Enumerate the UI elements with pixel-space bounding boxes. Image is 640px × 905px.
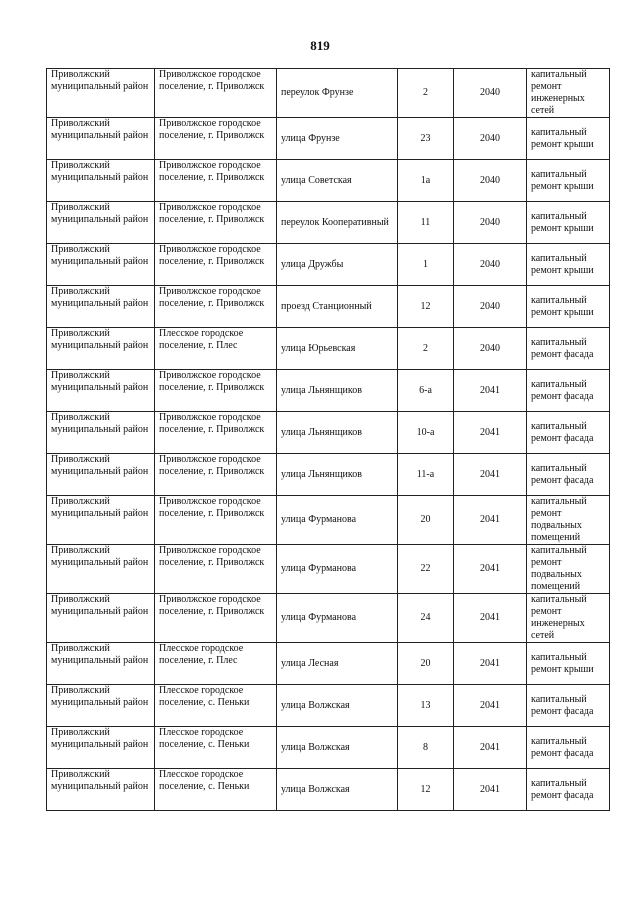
work-type-cell: капитальный ремонт фасада xyxy=(527,370,610,412)
table-row xyxy=(47,496,610,545)
settlement-cell: Приволжское городское поселение, г. Приволжск xyxy=(155,412,277,454)
house-number-cell: 11-а xyxy=(398,454,454,496)
house-number-cell: 13 xyxy=(398,685,454,727)
district-cell: Приволжский муниципальный район xyxy=(47,545,155,594)
work-type-cell: капитальный ремонт подвальных помещений xyxy=(527,496,610,545)
settlement-cell: Приволжское городское поселение, г. Приволжск xyxy=(155,286,277,328)
street-cell: улица Фурманова xyxy=(277,545,398,594)
table-row xyxy=(47,685,610,727)
street-cell: улица Льнянщиков xyxy=(277,454,398,496)
house-number-cell: 1а xyxy=(398,160,454,202)
settlement-cell: Приволжское городское поселение, г. Приволжск xyxy=(155,69,277,118)
street-cell: улица Льнянщиков xyxy=(277,412,398,454)
table-row xyxy=(47,286,610,328)
year-cell: 2040 xyxy=(454,118,527,160)
settlement-cell: Приволжское городское поселение, г. Приволжск xyxy=(155,496,277,545)
work-type-cell: капитальный ремонт фасада xyxy=(527,328,610,370)
table-row xyxy=(47,643,610,685)
district-cell: Приволжский муниципальный район xyxy=(47,370,155,412)
year-cell: 2041 xyxy=(454,769,527,811)
table-row xyxy=(47,244,610,286)
work-type-cell: капитальный ремонт крыши xyxy=(527,160,610,202)
settlement-cell: Приволжское городское поселение, г. Приволжск xyxy=(155,370,277,412)
year-cell: 2041 xyxy=(454,370,527,412)
house-number-cell: 22 xyxy=(398,545,454,594)
house-number-cell: 20 xyxy=(398,496,454,545)
table-row xyxy=(47,202,610,244)
year-cell: 2040 xyxy=(454,69,527,118)
house-number-cell: 2 xyxy=(398,69,454,118)
year-cell: 2041 xyxy=(454,727,527,769)
settlement-cell: Приволжское городское поселение, г. Приволжск xyxy=(155,454,277,496)
work-type-cell: капитальный ремонт крыши xyxy=(527,643,610,685)
year-cell: 2041 xyxy=(454,496,527,545)
settlement-cell: Плесское городское поселение, г. Плес xyxy=(155,328,277,370)
table-row xyxy=(47,118,610,160)
table-row xyxy=(47,769,610,811)
district-cell: Приволжский муниципальный район xyxy=(47,160,155,202)
work-type-cell: капитальный ремонт фасада xyxy=(527,412,610,454)
table-row xyxy=(47,69,610,118)
district-cell: Приволжский муниципальный район xyxy=(47,286,155,328)
street-cell: переулок Кооперативный xyxy=(277,202,398,244)
street-cell: переулок Фрунзе xyxy=(277,69,398,118)
year-cell: 2041 xyxy=(454,594,527,643)
work-type-cell: капитальный ремонт инженерных сетей xyxy=(527,594,610,643)
year-cell: 2041 xyxy=(454,685,527,727)
district-cell: Приволжский муниципальный район xyxy=(47,454,155,496)
district-cell: Приволжский муниципальный район xyxy=(47,496,155,545)
house-number-cell: 10-а xyxy=(398,412,454,454)
settlement-cell: Приволжское городское поселение, г. Приволжск xyxy=(155,160,277,202)
table-row xyxy=(47,727,610,769)
settlement-cell: Приволжское городское поселение, г. Приволжск xyxy=(155,594,277,643)
street-cell: улица Юрьевская xyxy=(277,328,398,370)
house-number-cell: 12 xyxy=(398,769,454,811)
district-cell: Приволжский муниципальный район xyxy=(47,594,155,643)
street-cell: улица Советская xyxy=(277,160,398,202)
district-cell: Приволжский муниципальный район xyxy=(47,412,155,454)
year-cell: 2040 xyxy=(454,202,527,244)
year-cell: 2041 xyxy=(454,454,527,496)
settlement-cell: Плесское городское поселение, с. Пеньки xyxy=(155,727,277,769)
work-type-cell: капитальный ремонт фасада xyxy=(527,685,610,727)
settlement-cell: Приволжское городское поселение, г. Приволжск xyxy=(155,202,277,244)
table-row xyxy=(47,545,610,594)
repair-schedule-table xyxy=(46,68,610,811)
table-row xyxy=(47,370,610,412)
table-row xyxy=(47,328,610,370)
settlement-cell: Плесское городское поселение, с. Пеньки xyxy=(155,769,277,811)
settlement-cell: Приволжское городское поселение, г. Приволжск xyxy=(155,545,277,594)
house-number-cell: 23 xyxy=(398,118,454,160)
house-number-cell: 11 xyxy=(398,202,454,244)
street-cell: проезд Станционный xyxy=(277,286,398,328)
district-cell: Приволжский муниципальный район xyxy=(47,244,155,286)
district-cell: Приволжский муниципальный район xyxy=(47,643,155,685)
work-type-cell: капитальный ремонт фасада xyxy=(527,727,610,769)
table-row xyxy=(47,454,610,496)
settlement-cell: Приволжское городское поселение, г. Приволжск xyxy=(155,118,277,160)
house-number-cell: 8 xyxy=(398,727,454,769)
work-type-cell: капитальный ремонт крыши xyxy=(527,118,610,160)
year-cell: 2041 xyxy=(454,545,527,594)
street-cell: улица Фурманова xyxy=(277,594,398,643)
street-cell: улица Фрунзе xyxy=(277,118,398,160)
settlement-cell: Плесское городское поселение, с. Пеньки xyxy=(155,685,277,727)
year-cell: 2040 xyxy=(454,286,527,328)
year-cell: 2040 xyxy=(454,244,527,286)
table-row xyxy=(47,412,610,454)
street-cell: улица Лесная xyxy=(277,643,398,685)
street-cell: улица Льнянщиков xyxy=(277,370,398,412)
work-type-cell: капитальный ремонт инженерных сетей xyxy=(527,69,610,118)
district-cell: Приволжский муниципальный район xyxy=(47,328,155,370)
street-cell: улица Волжская xyxy=(277,685,398,727)
district-cell: Приволжский муниципальный район xyxy=(47,118,155,160)
house-number-cell: 2 xyxy=(398,328,454,370)
street-cell: улица Волжская xyxy=(277,727,398,769)
year-cell: 2041 xyxy=(454,412,527,454)
work-type-cell: капитальный ремонт подвальных помещений xyxy=(527,545,610,594)
page-number: 819 xyxy=(310,38,330,53)
district-cell: Приволжский муниципальный район xyxy=(47,727,155,769)
house-number-cell: 12 xyxy=(398,286,454,328)
district-cell: Приволжский муниципальный район xyxy=(47,685,155,727)
street-cell: улица Дружбы xyxy=(277,244,398,286)
street-cell: улица Волжская xyxy=(277,769,398,811)
house-number-cell: 6-а xyxy=(398,370,454,412)
work-type-cell: капитальный ремонт крыши xyxy=(527,244,610,286)
work-type-cell: капитальный ремонт крыши xyxy=(527,202,610,244)
work-type-cell: капитальный ремонт фасада xyxy=(527,769,610,811)
district-cell: Приволжский муниципальный район xyxy=(47,202,155,244)
district-cell: Приволжский муниципальный район xyxy=(47,69,155,118)
street-cell: улица Фурманова xyxy=(277,496,398,545)
work-type-cell: капитальный ремонт фасада xyxy=(527,454,610,496)
table-row xyxy=(47,594,610,643)
table-row xyxy=(47,160,610,202)
table-body xyxy=(47,69,610,811)
year-cell: 2040 xyxy=(454,160,527,202)
house-number-cell: 20 xyxy=(398,643,454,685)
work-type-cell: капитальный ремонт крыши xyxy=(527,286,610,328)
house-number-cell: 1 xyxy=(398,244,454,286)
settlement-cell: Приволжское городское поселение, г. Приволжск xyxy=(155,244,277,286)
house-number-cell: 24 xyxy=(398,594,454,643)
year-cell: 2040 xyxy=(454,328,527,370)
district-cell: Приволжский муниципальный район xyxy=(47,769,155,811)
year-cell: 2041 xyxy=(454,643,527,685)
settlement-cell: Плесское городское поселение, г. Плес xyxy=(155,643,277,685)
